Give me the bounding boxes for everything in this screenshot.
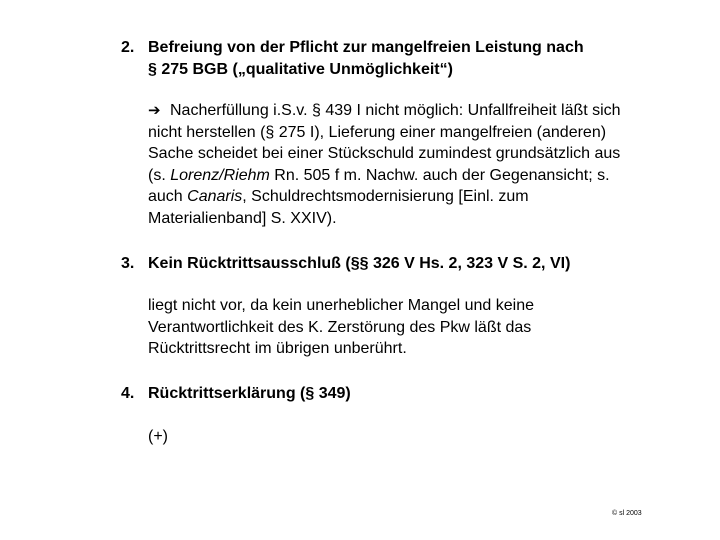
section-2-heading: [121, 37, 584, 81]
section-3-title: Kein Rücktrittsausschluß (§§ 326 V Hs. 2, 323 V S. 2, VI): [148, 255, 571, 272]
section-3-body-line2: Verantwortlichkeit des K. Zerstörung des Pkw läßt das: [148, 318, 532, 336]
section-4-title: Rücktrittserklärung (§ 349): [148, 385, 351, 402]
section-2-title-line2: § 275 BGB („qualitative Unmöglichkeit“): [148, 61, 453, 78]
arrow-right-icon: ➔: [148, 101, 161, 119]
line4-prefix: (s.: [148, 166, 171, 184]
author-lorenz-riehm: Lorenz/Riehm: [170, 166, 270, 184]
section-2-body-line4: [148, 165, 621, 187]
author-canaris: Canaris: [187, 188, 243, 206]
line5-suffix: , Schuldrechtsmodernisierung [Einl. zum: [242, 188, 529, 206]
section-2-body-line3: Sache scheidet bei einer Stückschuld zumindest grundsätzlich aus: [148, 145, 621, 163]
section-2-body-line1: Nacherfüllung i.S.v. § 439 I nicht möglich: Unfallfreiheit läßt sich: [170, 102, 621, 119]
section-4-body: [148, 426, 168, 448]
section-3-heading: [121, 253, 570, 275]
line4-suffix: Rn. 505 f m. Nachw. auch der Gegenansicht; s.: [269, 166, 610, 184]
section-4-number: 4.: [121, 385, 135, 402]
copyright-notice: © sl 2003: [612, 510, 642, 517]
line5-prefix: auch: [148, 188, 188, 206]
section-2-body-line5: [148, 186, 621, 208]
section-2-body-line6: Materialienband] S. XXIV).: [148, 209, 337, 227]
section-2-number: 2.: [121, 39, 135, 56]
section-2-body: [148, 100, 621, 230]
section-3-body-line1: liegt nicht vor, da kein unerheblicher Mangel und keine: [148, 297, 535, 314]
section-4-body-line1: (+): [148, 428, 168, 445]
section-3-number: 3.: [121, 255, 135, 272]
section-3-body-line3: Rücktrittsrecht im übrigen unberührt.: [148, 340, 407, 358]
section-2-title-line1: Befreiung von der Pflicht zur mangelfreien Leistung nach: [148, 39, 584, 56]
section-2-body-line2: nicht herstellen (§ 275 I), Lieferung einer mangelfreien (anderen): [148, 123, 607, 141]
section-3-body: [148, 295, 534, 360]
section-4-heading: [121, 383, 351, 405]
